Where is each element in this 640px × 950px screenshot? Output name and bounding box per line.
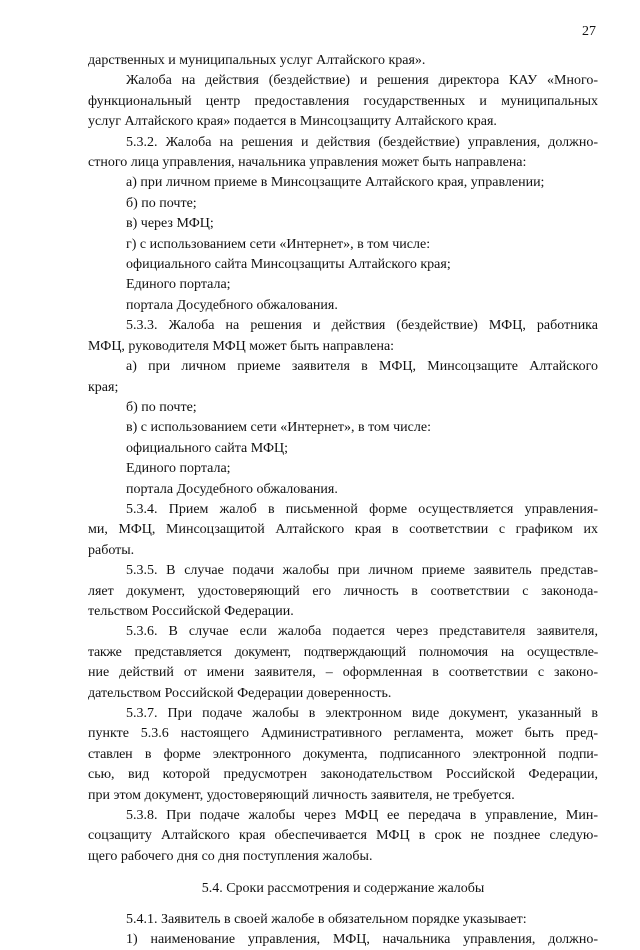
- text-line: МФЦ, руководителя МФЦ может быть направлена:: [88, 338, 395, 354]
- text-line: 5.3.5. В случае подачи жалобы при личном приеме заявитель представ-: [126, 563, 598, 579]
- text-line: стного лица управления, начальника управления может быть направлена:: [88, 155, 527, 171]
- text-line: щего рабочего дня со дня поступления жалобы.: [88, 848, 373, 864]
- text-line: услуг Алтайского края» подается в Минсоцзащиту Алтайского края.: [88, 114, 497, 130]
- text-line: ляет документ, удостоверяющий его личность в соответствии с законода-: [88, 583, 598, 599]
- text-line: Единого портала;: [126, 277, 231, 293]
- text-line: б) по почте;: [126, 195, 197, 211]
- text-line: 5.3.7. При подаче жалобы в электронном виде документ, указанный в: [126, 706, 598, 721]
- text-line: ми, МФЦ, Минсоцзащитой Алтайского края в соответствии с графиком их: [88, 522, 598, 538]
- text-line: при этом документ, удостоверяющий личность заявителя, не требуется.: [88, 787, 515, 803]
- text-line: сью, вид которой предусмотрен законодательством Российской Федерации,: [88, 767, 598, 783]
- text-line: дарственных и муниципальных услуг Алтайского края».: [88, 53, 426, 68]
- text-line: 5.3.3. Жалоба на решения и действия (бездействие) МФЦ, работника: [126, 318, 598, 334]
- text-line: г) с использованием сети «Интернет», в том числе:: [126, 236, 431, 252]
- text-line: а) при личном приеме в Минсоцзащите Алтайского края, управлении;: [126, 175, 545, 191]
- text-line: официального сайта МФЦ;: [126, 440, 289, 456]
- text-line: портала Досудебного обжалования.: [126, 481, 338, 497]
- text-line: ставлен в форме электронного документа, подписанного электронной подпи-: [88, 746, 598, 762]
- text-line: б) по почте;: [126, 399, 197, 415]
- text-line: дательством Российской Федерации доверенность.: [88, 685, 392, 701]
- text-line: также представляется документ, подтверждающий полномочия на осуществле-: [88, 644, 598, 660]
- text-line: соцзащиту Алтайского края обеспечивается МФЦ в срок не позднее следую-: [88, 828, 598, 844]
- text-line: 5.3.6. В случае если жалоба подается через представителя заявителя,: [126, 624, 598, 640]
- text-line: 5.3.2. Жалоба на решения и действия (бездействие) управления, должно-: [126, 134, 598, 150]
- text-line: работы.: [88, 542, 135, 558]
- page-number: 27: [582, 24, 596, 39]
- text-line: в) через МФЦ;: [126, 216, 214, 232]
- text-line: Жалоба на действия (бездействие) и решения директора КАУ «Много-: [126, 73, 598, 89]
- document-body: [88, 51, 598, 950]
- text-line: 1) наименование управления, МФЦ, начальника управления, должно-: [126, 932, 598, 948]
- text-line: тельством Российской Федерации.: [88, 603, 294, 619]
- text-line: 5.4.1. Заявитель в своей жалобе в обязательном порядке указывает:: [126, 911, 527, 927]
- text-line: пункте 5.3.6 настоящего Административного регламента, может быть пред-: [88, 726, 598, 742]
- text-line: в) с использованием сети «Интернет», в том числе:: [126, 420, 431, 436]
- text-line: края;: [88, 379, 119, 395]
- text-line: ние действий от имени заявителя, – оформленная в соответствии с законо-: [88, 665, 598, 681]
- text-line: официального сайта Минсоцзащиты Алтайского края;: [126, 257, 451, 273]
- text-line: функциональный центр предоставления государственных и муниципальных: [88, 93, 598, 109]
- text-line: портала Досудебного обжалования.: [126, 297, 338, 313]
- section-heading: 5.4. Сроки рассмотрения и содержание жалобы: [201, 881, 485, 897]
- text-line: Единого портала;: [126, 461, 231, 477]
- text-line: 5.3.8. При подаче жалобы через МФЦ ее передача в управление, Мин-: [126, 808, 598, 824]
- text-line: 5.3.4. Прием жалоб в письменной форме осуществляется управления-: [126, 501, 598, 517]
- text-line: а) при личном приеме заявителя в МФЦ, Минсоцзащите Алтайского: [126, 359, 598, 375]
